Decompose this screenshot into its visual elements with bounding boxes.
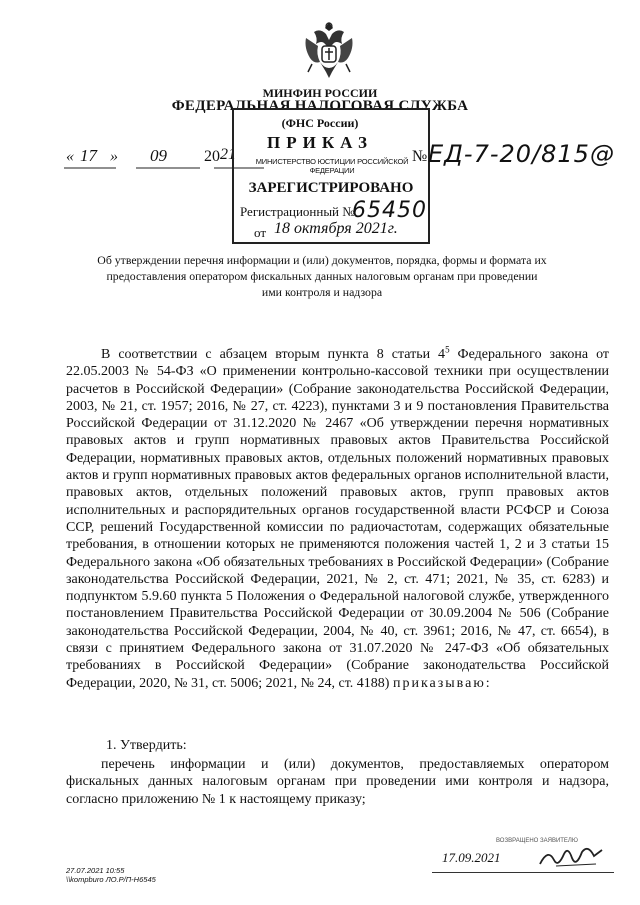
date-month: 09 xyxy=(150,146,167,165)
date-close-quote: » xyxy=(110,148,118,165)
registration-stamp xyxy=(232,108,430,244)
order-title: ПРИКАЗ xyxy=(267,133,373,152)
preamble-part2: Федерального закона от 22.05.2003 № 54-ФЗ «О применении контрольно-кассовой техники при осуществлении расчетов в Российской Федерации» (Собрание законодательства Российской Федерации, 2003, № 21, ст. 1957; 2016, № 27, ст. 4223), пунктами 3 и 9 постановления Правительства Российской Федерации от 31.12.2020 № 2467 «Об утверждении перечня нормативных правовых актов и групп нормативных правовых актов Правительства Российской Федерации, нормативных правовых актов, отдельных положений нормативных правовых актов и групп нормативных правовых актов федеральных органов исполнительной власти, правовых актов, отдельных положений правовых актов, групп правовых актов исполнительных и распорядительных органов государственной власти РСФСР и Союза ССР, решений Государственной комиссии по радиочастотам, содержащих обязательные требования, в отношении которых не применяются положения частей 1, 2 и 3 статьи 15 Федерального закона «Об обязательных требованиях в Российской Федерации» (Собрание законодательства Российской Федерации, 2021, № 2, ст. 471; 2021, № 35, ст. 6283) и подпунктом 5.9.60 пункта 5 Положения о Федеральной налоговой службе, утвержденного постановлением Правительства Российской Федерации от 30.09.2004 № 506 (Собрание законодательства Российской Федерации, 2004, № 40, ст. 3961; 2016, № 47, ст. 6654), в связи с принятием Федерального закона от 31.07.2020 № 247-ФЗ «Об обязательных требованиях в Российской Федерации» (Собрание законодательства Российской Федерации, 2020, № 31, ст. 5006; 2021, № 24, ст. 4188) xyxy=(66,347,609,691)
stamp-ministry-name: МИНИСТЕРСТВО ЮСТИЦИИ РОССИЙСКОЙ ФЕДЕРАЦИИ xyxy=(255,157,409,175)
bottom-stamp-date: 17.09.2021 xyxy=(442,850,501,865)
date-year-prefix: 20 xyxy=(204,148,220,165)
footer-file-path: \\kompburo ЛО.Р/П-Н6545 xyxy=(66,875,156,884)
order-subject: Об утверждении перечня информации и (или) документов, порядка, формы и формата их предоставления оператором фискальных данных налоговым органам при проведении ими контроля и надзора xyxy=(97,253,547,299)
ministry-name: МИНФИН РОССИИ xyxy=(262,86,378,100)
stamp-from-label: от xyxy=(254,225,267,240)
date-day: 17 xyxy=(80,146,97,165)
service-name: ФЕДЕРАЛЬНАЯ НАЛОГОВАЯ СЛУЖБА xyxy=(171,98,469,114)
stamp-number-label: Регистрационный № xyxy=(240,204,355,219)
article-superscript: 5 xyxy=(445,344,450,355)
signature-icon xyxy=(536,842,606,872)
stamp-number: 65450 xyxy=(352,198,427,223)
bottom-stamp xyxy=(432,838,614,873)
stamp-registered: ЗАРЕГИСТРИРОВАНО xyxy=(248,180,414,196)
order-word: приказываю: xyxy=(392,675,492,691)
footer-meta xyxy=(66,866,156,884)
order-number-sign: № xyxy=(412,148,428,165)
date-year-suffix: 21 xyxy=(220,146,236,163)
preamble-part1: В соответствии с абзацем вторым пункта 8 статьи 4 xyxy=(101,347,446,362)
stamp-from-date: 18 октября 2021г. xyxy=(274,220,398,237)
order-number: ЕД-7-20/815@ xyxy=(428,140,615,168)
item-1-text: перечень информации и (или) документов, предоставляемых оператором фискальных данных налоговым органам при проведении ими контроля и надзора, согласно приложению № 1 к настоящему приказу; xyxy=(66,757,609,807)
coat-of-arms-icon xyxy=(300,18,358,80)
bottom-stamp-label: ВОЗВРАЩЕНО ЗАЯВИТЕЛЮ xyxy=(496,838,578,844)
footer-timestamp: 27.07.2021 10:55 xyxy=(66,866,125,875)
item-1-heading: 1. Утвердить: xyxy=(106,738,187,753)
date-open-quote: « xyxy=(66,148,74,165)
preamble-paragraph xyxy=(66,346,609,692)
service-abbreviation: (ФНС России) xyxy=(281,116,359,130)
